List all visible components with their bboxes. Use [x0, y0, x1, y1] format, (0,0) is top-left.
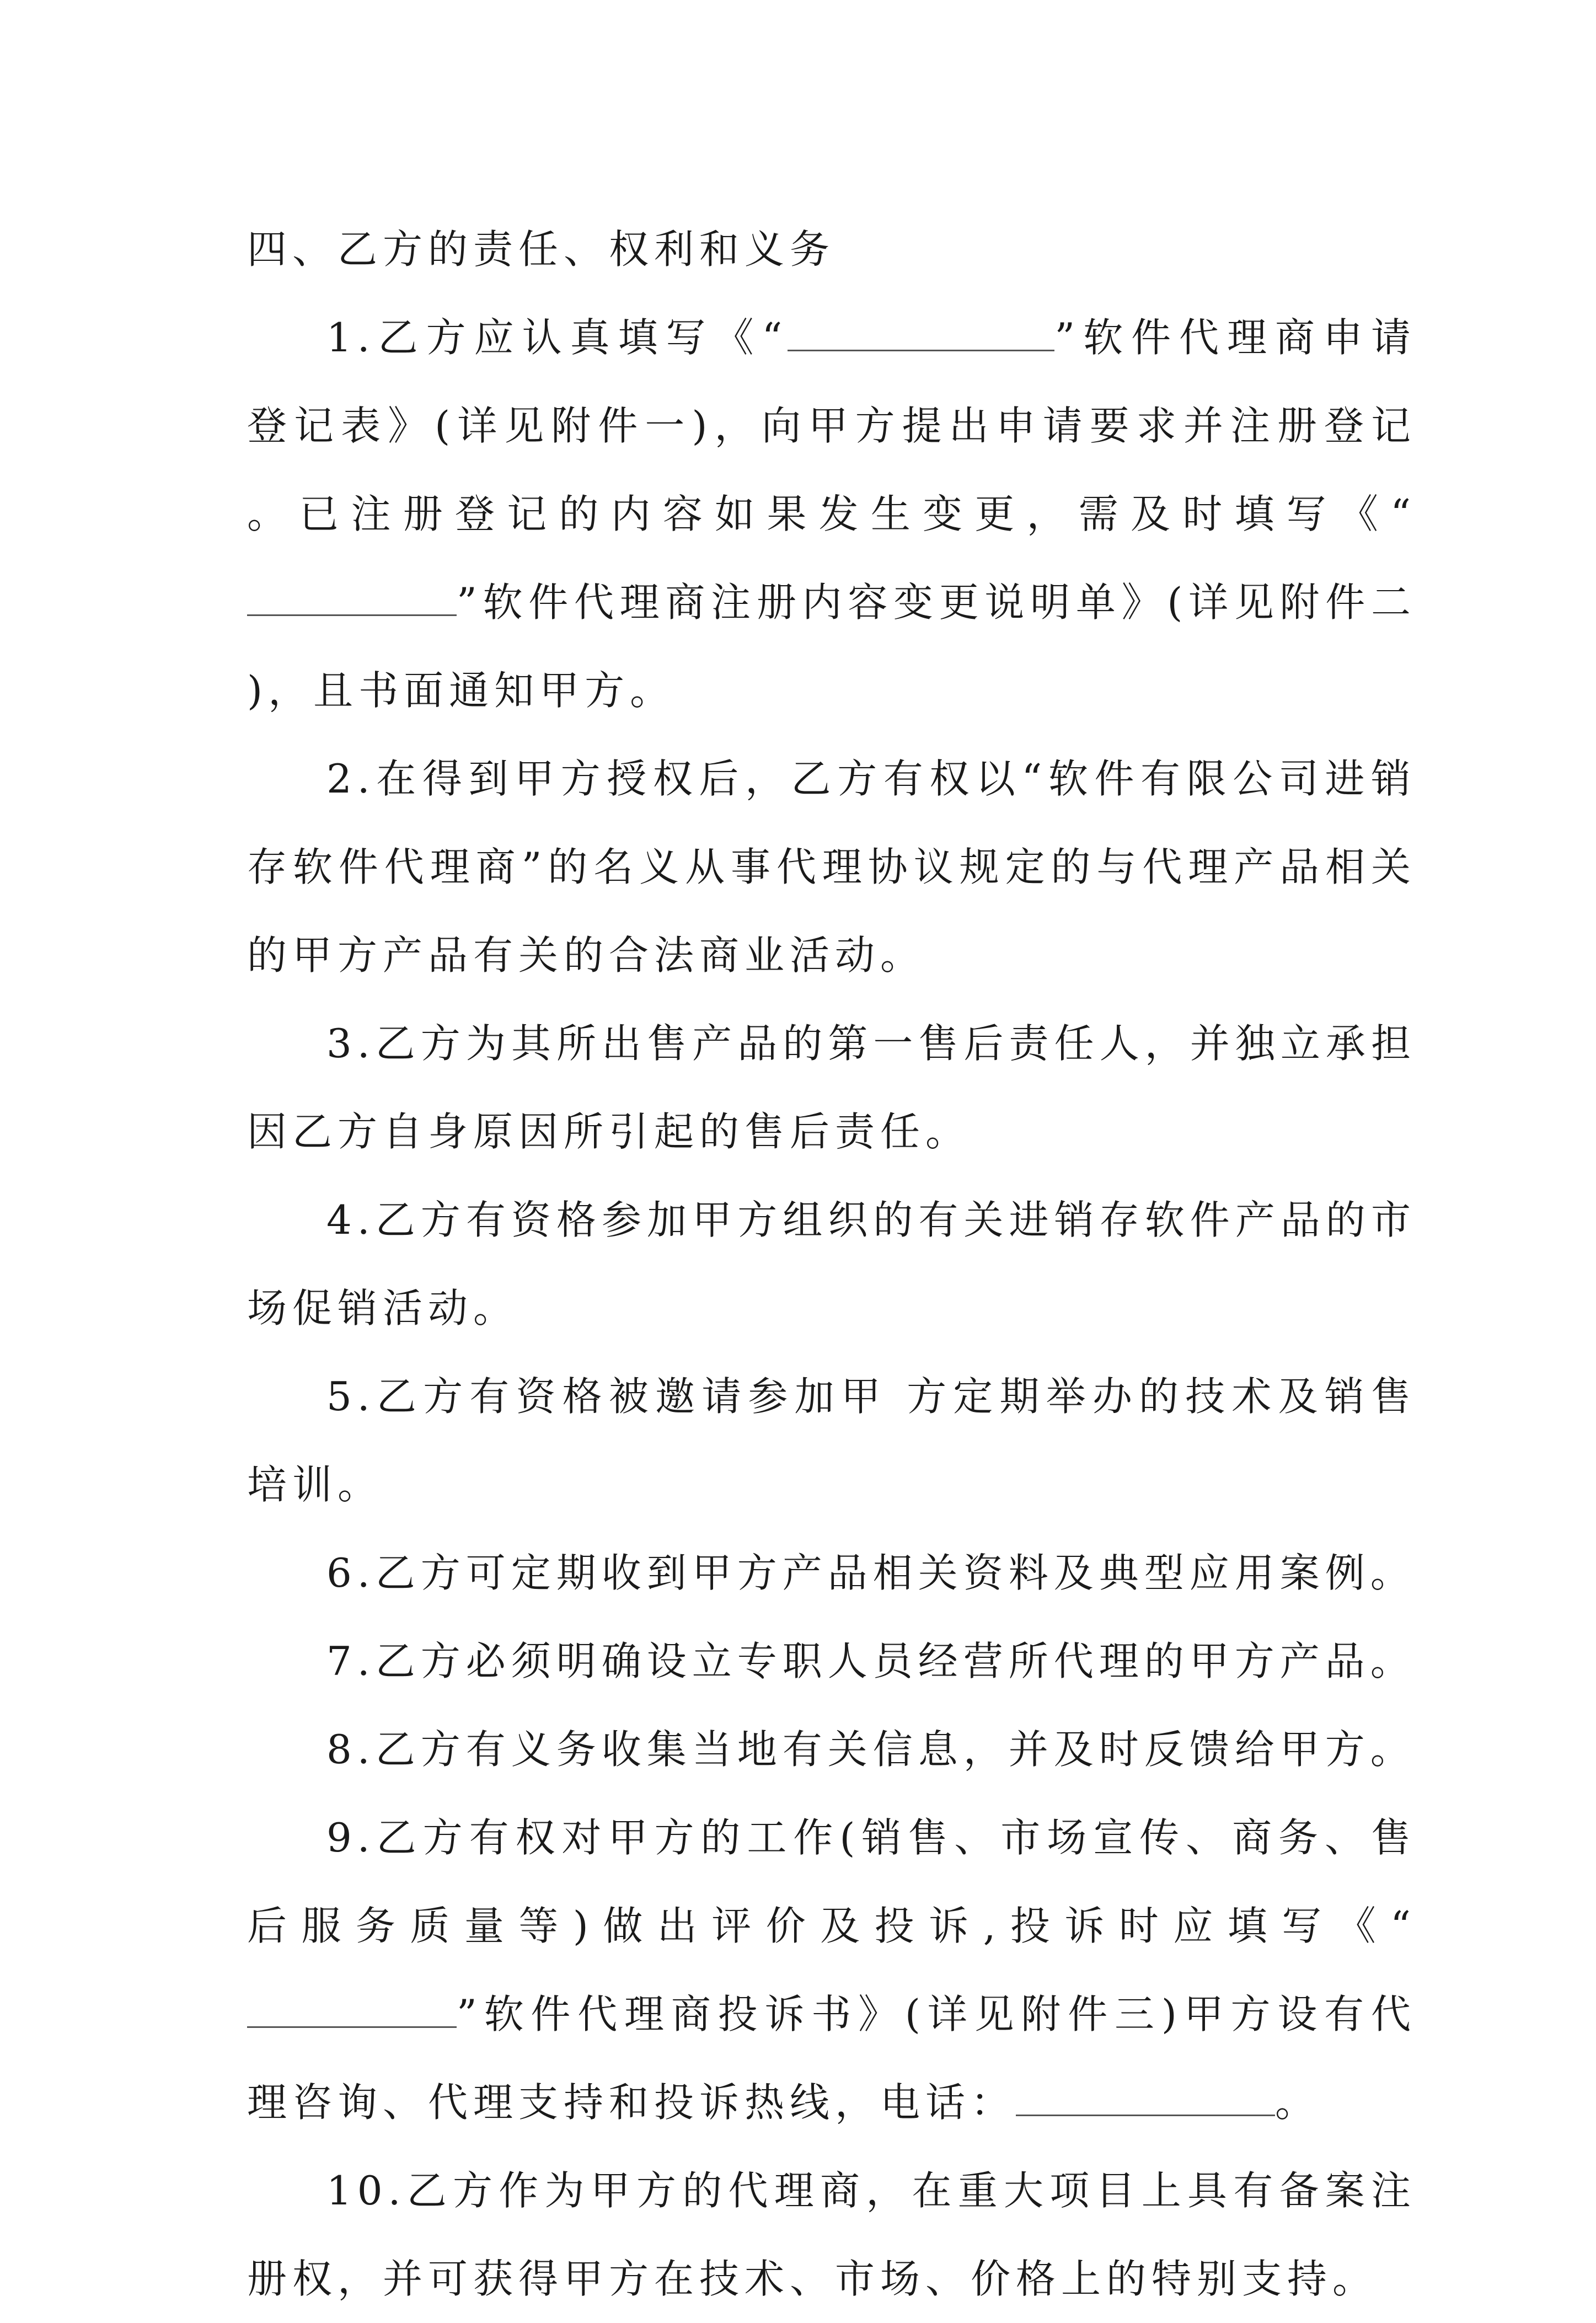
fill-blank-software-name-2[interactable]	[247, 575, 457, 616]
clause-1	[247, 293, 1416, 735]
clause-7: 7.乙方必须明确设立专职人员经营所代理的甲方产品。	[326, 1638, 1416, 1684]
clause-10: 10.乙方作为甲方的代理商，在重大项目上具有备案注册权，并可获得甲方在技术、市场、价格上的特别支持。	[247, 2167, 1416, 2302]
clause-8: 8.乙方有义务收集当地有关信息，并及时反馈给甲方。	[326, 1726, 1416, 1773]
clause-9-text-a: 9.乙方有权对甲方的工作(销售、市场宣传、商务、售后服务质量等)做出评价及投诉,投诉时应填写《“	[247, 1814, 1416, 1949]
clause-9	[247, 1794, 1416, 2147]
clause-2: 2.在得到甲方授权后，乙方有权以“软件有限公司进销存软件代理商”的名义从事代理协议规定的与代理产品相关的甲方产品有关的合法商业活动。	[247, 756, 1416, 978]
clause-4: 4.乙方有资格参加甲方组织的有关进销存软件产品的市场促销活动。	[247, 1197, 1416, 1331]
clause-3: 3.乙方为其所出售产品的第一售后责任人，并独立承担因乙方自身原因所引起的售后责任。	[247, 1020, 1416, 1155]
clause-5: 5.乙方有资格被邀请参加甲 方定期举办的技术及销售培训。	[247, 1373, 1416, 1508]
fill-blank-software-name-3[interactable]	[247, 1987, 457, 2028]
clause-1-text-a: 1.乙方应认真填写《“	[326, 314, 788, 361]
document-body	[247, 205, 1416, 2323]
clause-9-text-c: 。	[1275, 2079, 1321, 2126]
fill-blank-software-name-1[interactable]	[788, 310, 1054, 351]
fill-blank-hotline-phone[interactable]	[1016, 2075, 1275, 2116]
clause-9-text-b: ”软件代理商投诉书》(详见附件三)甲方设有代理咨询、代理支持和投诉热线，电话：	[247, 1991, 1416, 2126]
clause-1-text-c: ”软件代理商注册内容变更说明单》(详见附件二)，且书面通知甲方。	[247, 579, 1416, 714]
clause-1-text-b: ”软件代理商申请登记表》(详见附件一)，向甲方提出申请要求并注册登记。已注册登记的内容如果发生变更，需及时填写《“	[247, 314, 1416, 537]
section-heading: 四、乙方的责任、权利和义务	[247, 226, 836, 272]
clause-6: 6.乙方可定期收到甲方产品相关资料及典型应用案例。	[326, 1550, 1416, 1596]
